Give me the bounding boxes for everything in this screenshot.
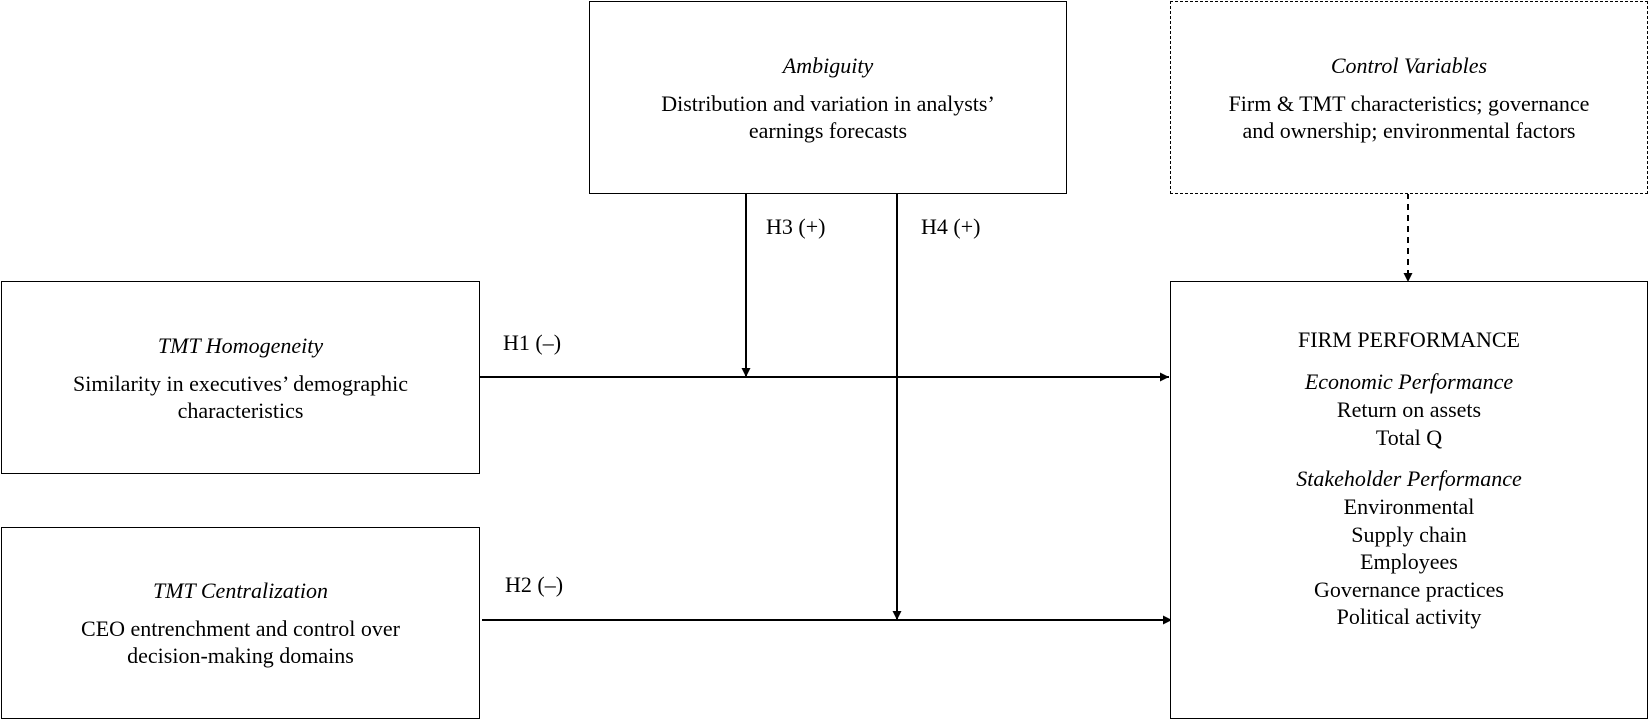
h4-label: H4 (+) bbox=[921, 214, 981, 239]
control-variables-line-2: and ownership; environmental factors bbox=[1242, 117, 1576, 143]
control-variables-box bbox=[1170, 1, 1648, 194]
ambiguity-description-line-1: Distribution and variation in analysts’ bbox=[661, 90, 995, 116]
firm-performance-title: FIRM PERFORMANCE bbox=[1298, 327, 1520, 352]
tmt-homogeneity-box bbox=[1, 281, 480, 474]
control-variables-line-1: Firm & TMT characteristics; governance bbox=[1228, 90, 1590, 116]
h1-label: H1 (–) bbox=[503, 330, 562, 355]
stakeholder-item-environmental: Environmental bbox=[1343, 494, 1475, 519]
tmt-homogeneity-line-1: Similarity in executives’ demographic bbox=[73, 370, 408, 396]
h2-label: H2 (–) bbox=[505, 572, 564, 597]
economic-item-total-q: Total Q bbox=[1375, 424, 1443, 450]
h3-label: H3 (+) bbox=[766, 214, 826, 239]
ambiguity-description-line-2: earnings forecasts bbox=[748, 117, 908, 143]
tmt-homogeneity-line-2: characteristics bbox=[177, 397, 304, 423]
ambiguity-box bbox=[589, 1, 1067, 194]
stakeholder-item-employees: Employees bbox=[1360, 549, 1458, 574]
ambiguity-title: Ambiguity bbox=[782, 52, 874, 78]
tmt-centralization-line-2: decision-making domains bbox=[127, 643, 354, 668]
stakeholder-item-supply-chain: Supply chain bbox=[1351, 521, 1467, 547]
economic-performance-title: Economic Performance bbox=[1304, 369, 1514, 394]
stakeholder-item-political-activity: Political activity bbox=[1336, 604, 1482, 629]
economic-item-return-on-assets: Return on assets bbox=[1336, 397, 1482, 422]
stakeholder-performance-title: Stakeholder Performance bbox=[1296, 466, 1522, 491]
tmt-centralization-box bbox=[1, 527, 480, 719]
control-variables-title: Control Variables bbox=[1330, 52, 1488, 78]
tmt-centralization-line-1: CEO entrenchment and control over bbox=[81, 616, 400, 641]
stakeholder-item-governance-practices: Governance practices bbox=[1314, 576, 1504, 602]
tmt-centralization-title: TMT Centralization bbox=[152, 578, 329, 603]
tmt-homogeneity-title: TMT Homogeneity bbox=[157, 332, 324, 358]
firm-performance-box bbox=[1170, 281, 1648, 719]
